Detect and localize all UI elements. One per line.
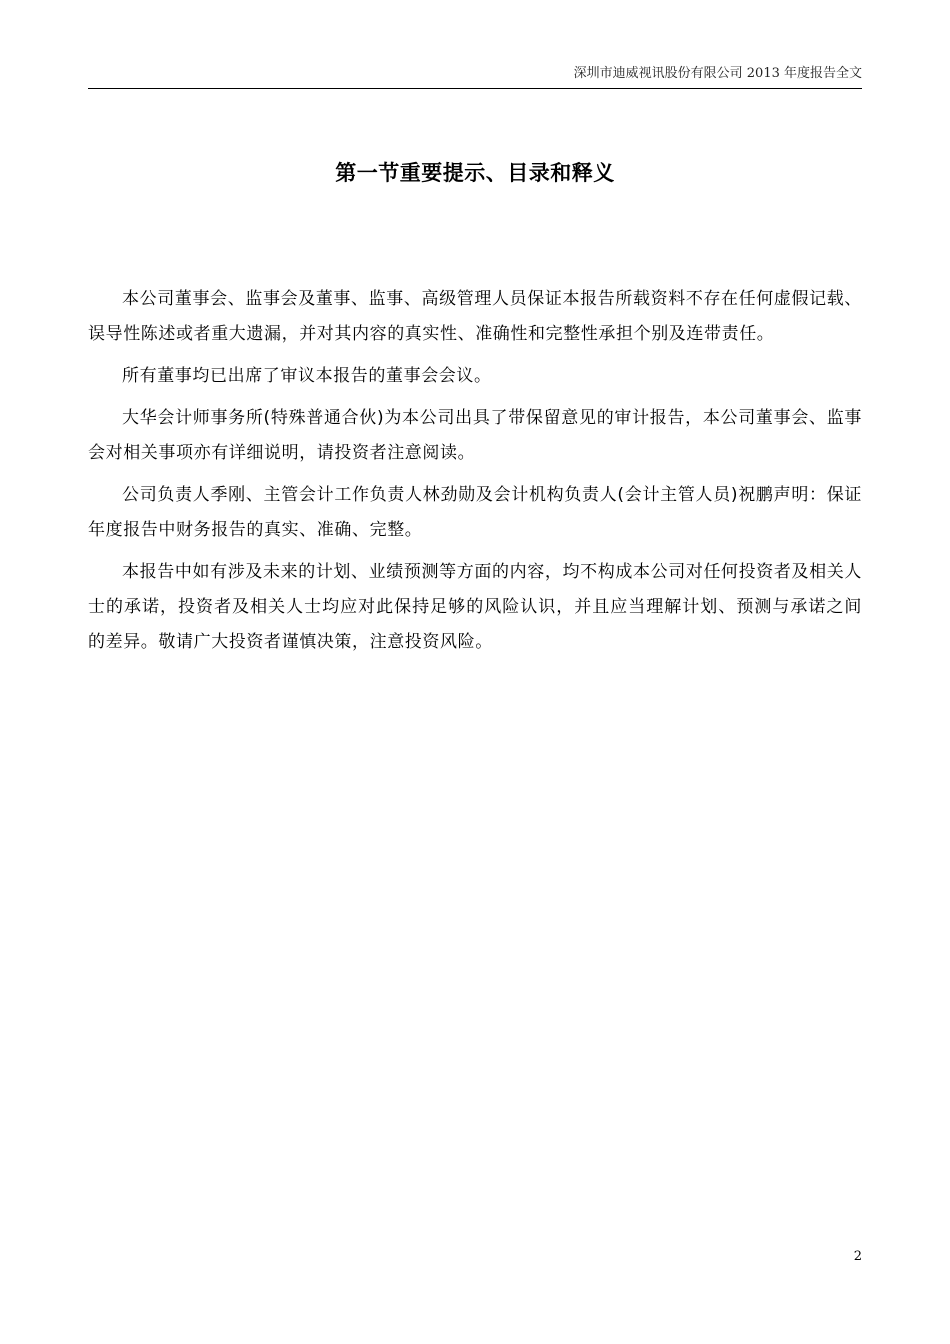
paragraph-officer-declaration: 公司负责人季刚、主管会计工作负责人林劲勋及会计机构负责人(会计主管人员)祝鹏声明：保证年度报告中财务报告的真实、准确、完整。 — [88, 485, 862, 540]
body-text — [88, 282, 862, 667]
paragraph-forward-looking-disclaimer: 本报告中如有涉及未来的计划、业绩预测等方面的内容，均不构成本公司对任何投资者及相关人士的承诺，投资者及相关人士均应对此保持足够的风险认识，并且应当理解计划、预测与承诺之间的差异。敬请广大投资者谨慎决策，注意投资风险。 — [88, 562, 862, 652]
page-number: 2 — [853, 1249, 862, 1264]
paragraph-responsibility-statement: 本公司董事会、监事会及董事、监事、高级管理人员保证本报告所载资料不存在任何虚假记载、误导性陈述或者重大遗漏，并对其内容的真实性、准确性和完整性承担个别及连带责任。 — [88, 289, 862, 344]
section-title: 第一节重要提示、目录和释义 — [335, 161, 615, 185]
header-rule — [88, 88, 862, 89]
paragraph-board-attendance: 所有董事均已出席了审议本报告的董事会会议。 — [122, 366, 492, 386]
paragraph-audit-opinion: 大华会计师事务所(特殊普通合伙)为本公司出具了带保留意见的审计报告，本公司董事会、监事会对相关事项亦有详细说明，请投资者注意阅读。 — [88, 408, 862, 463]
running-header: 深圳市迪威视讯股份有限公司 2013 年度报告全文 — [573, 66, 862, 81]
